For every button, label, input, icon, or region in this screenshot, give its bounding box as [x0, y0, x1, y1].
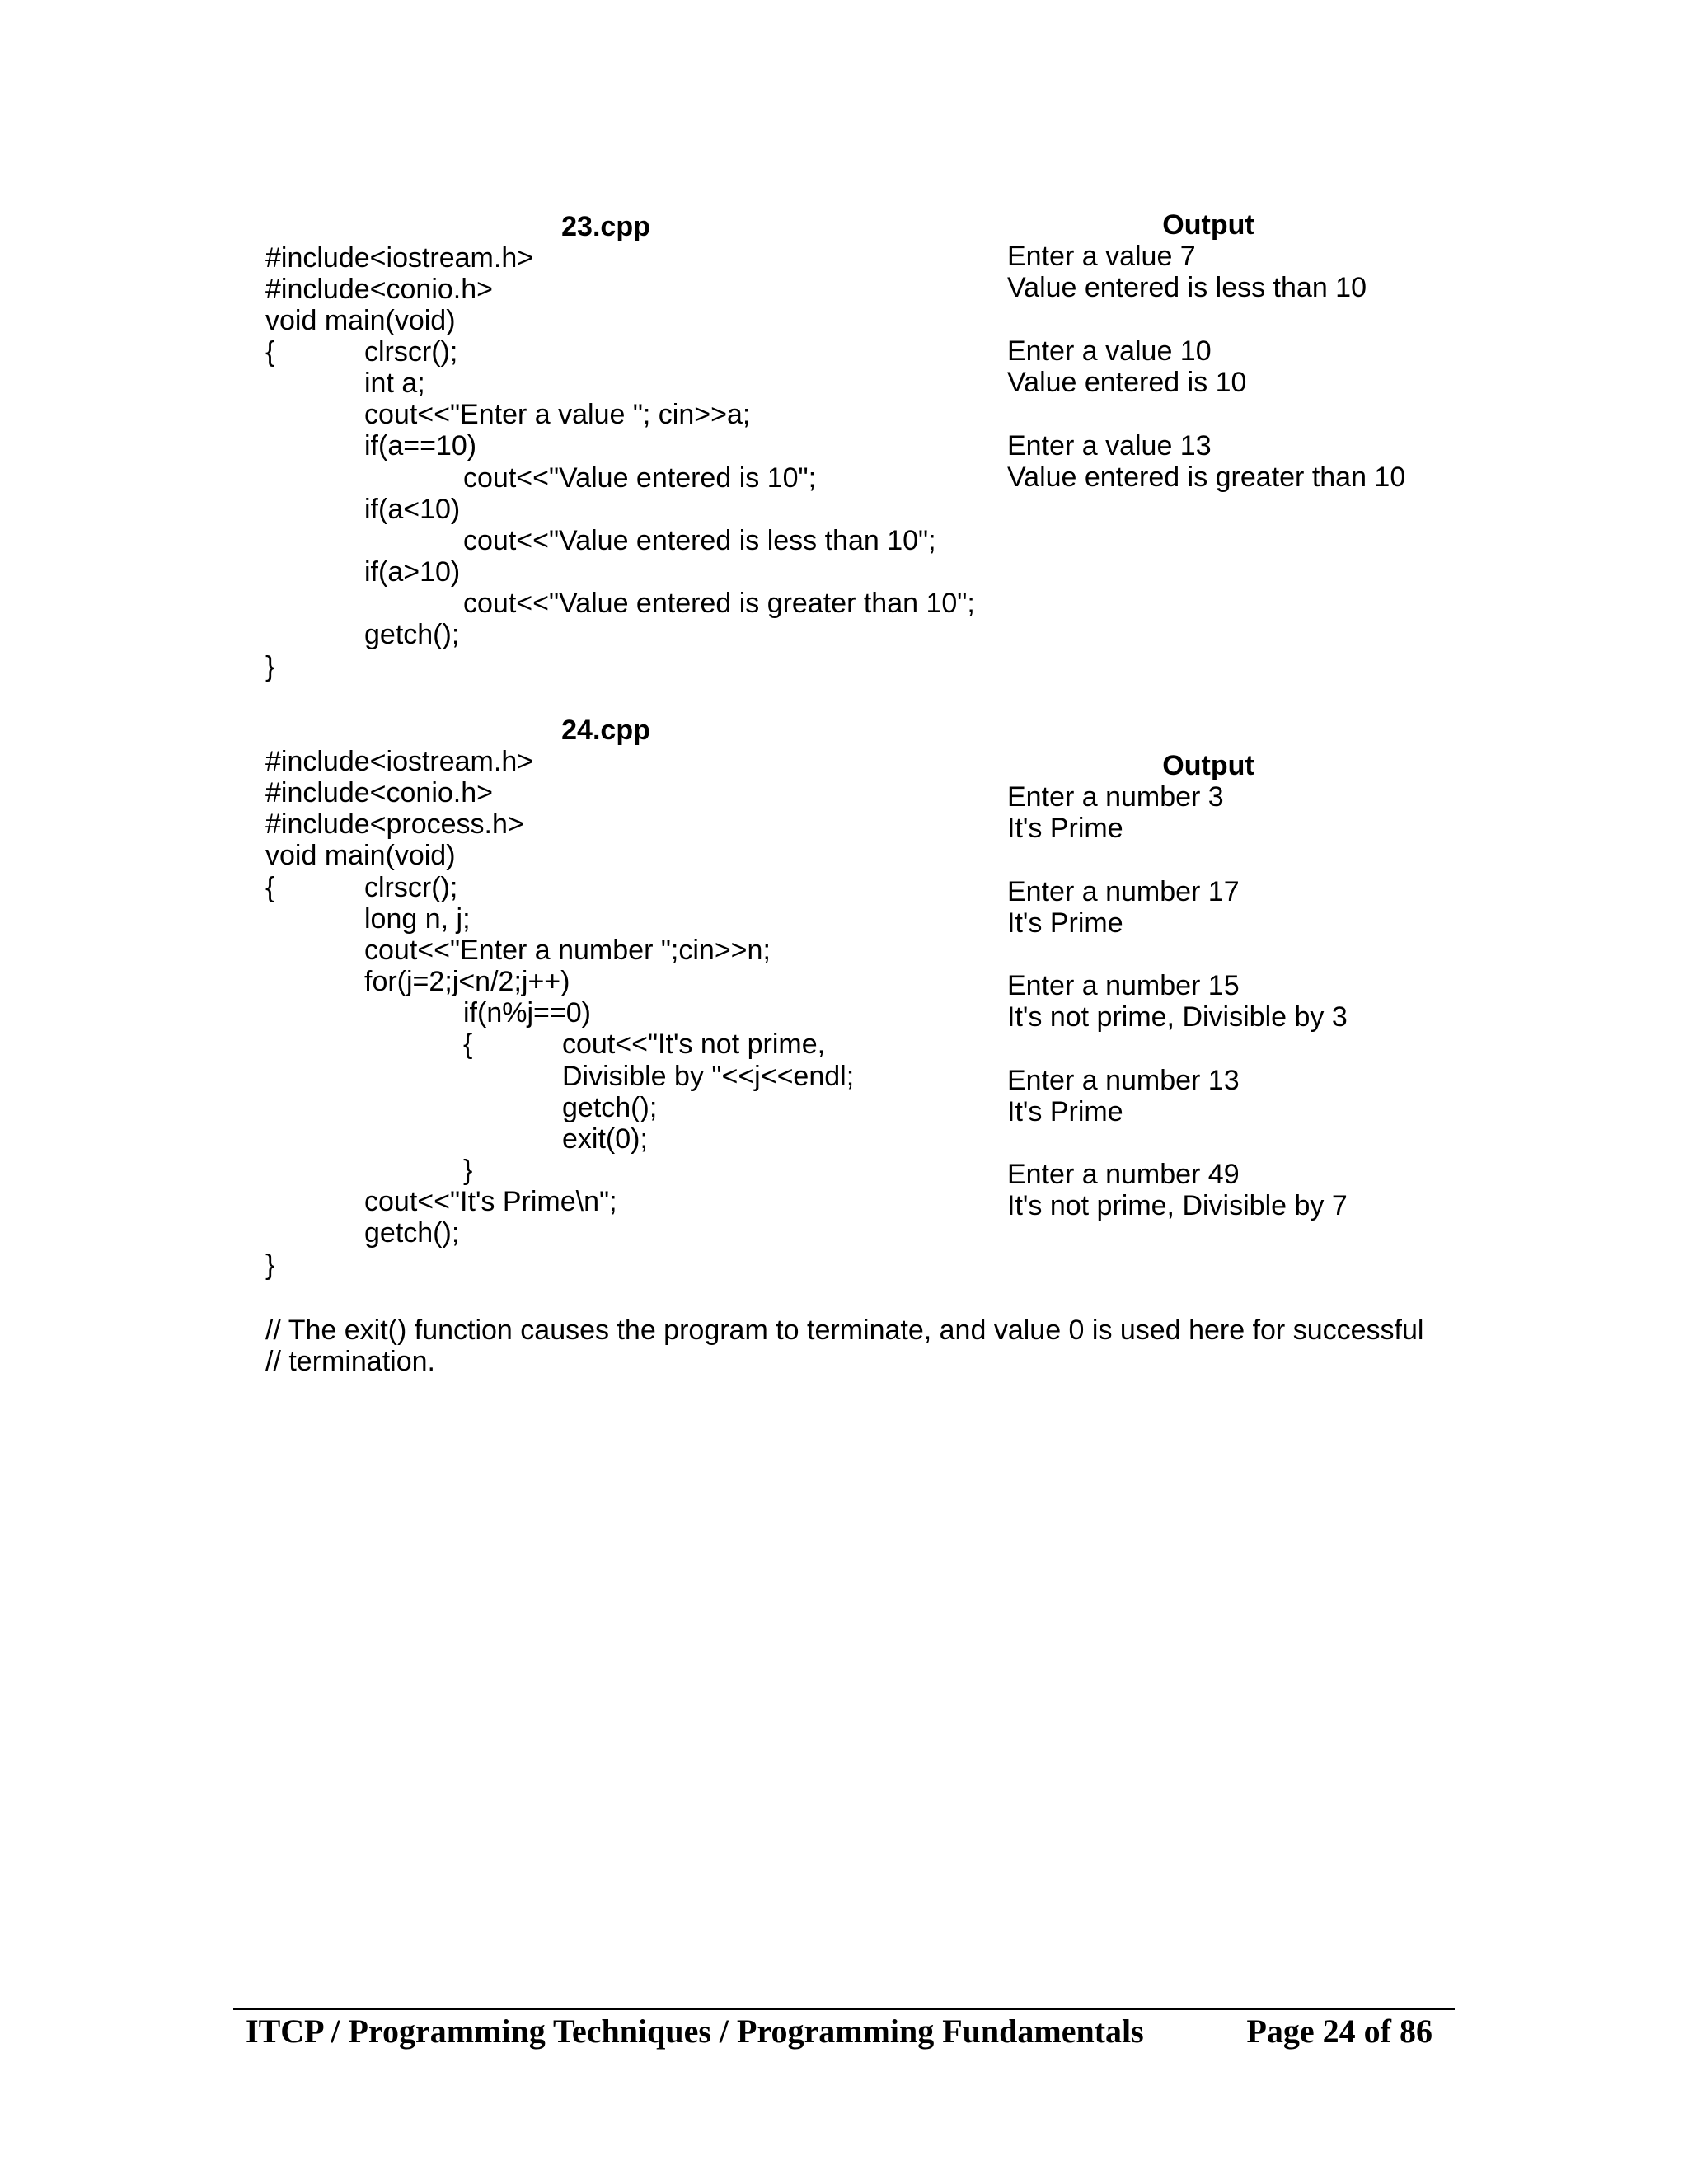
code-line: clrscr(); [364, 872, 458, 903]
program-24-title: 24.cpp [561, 715, 650, 746]
code-line: getch(); [364, 619, 460, 650]
code-line: exit(0); [562, 1123, 648, 1155]
output-line: It's Prime [1007, 1096, 1123, 1127]
code-line: long n, j; [364, 903, 471, 935]
code-line: #include<process.h> [265, 808, 524, 840]
code-line: #include<conio.h> [265, 777, 494, 808]
output-line: Enter a number 17 [1007, 876, 1240, 907]
code-line: } [265, 1249, 275, 1281]
code-line: void main(void) [265, 305, 456, 336]
output-line: Value entered is 10 [1007, 367, 1247, 398]
code-line: if(n%j==0) [463, 997, 591, 1029]
code-line: { [265, 872, 275, 903]
code-line: cout<<"It's Prime\n"; [364, 1186, 617, 1217]
code-line: clrscr(); [364, 336, 458, 368]
footer-course-title: ITCP / Programming Techniques / Programming Fundamentals [246, 2013, 1144, 2050]
output-line: It's not prime, Divisible by 7 [1007, 1190, 1348, 1221]
code-line: getch(); [364, 1217, 460, 1249]
output-1-title: Output [1162, 209, 1254, 241]
code-line: { [463, 1029, 473, 1060]
code-line: #include<iostream.h> [265, 242, 534, 274]
output-line: Enter a value 7 [1007, 241, 1196, 272]
code-line: getch(); [562, 1092, 658, 1123]
code-line: Divisible by "<<j<<endl; [562, 1061, 855, 1092]
code-line: if(a<10) [364, 494, 461, 525]
output-line: Value entered is less than 10 [1007, 272, 1367, 303]
code-line: cout<<"It's not prime, [562, 1029, 826, 1060]
code-line: cout<<"Enter a number ";cin>>n; [364, 935, 771, 966]
output-line: Enter a value 13 [1007, 430, 1212, 462]
code-line: cout<<"Enter a value "; cin>>a; [364, 399, 751, 430]
code-line: cout<<"Value entered is less than 10"; [463, 525, 936, 556]
comment-line: // termination. [265, 1346, 435, 1377]
output-line: Value entered is greater than 10 [1007, 462, 1406, 493]
output-line: It's not prime, Divisible by 3 [1007, 1001, 1348, 1033]
code-line: int a; [364, 368, 425, 399]
code-line: } [463, 1155, 473, 1186]
code-line: } [265, 651, 275, 682]
footer-rule [233, 2008, 1455, 2010]
code-line: cout<<"Value entered is 10"; [463, 462, 817, 494]
output-line: It's Prime [1007, 813, 1123, 844]
code-line: if(a>10) [364, 556, 461, 588]
program-23-title: 23.cpp [561, 211, 650, 242]
code-line: { [265, 336, 275, 368]
code-line: #include<iostream.h> [265, 746, 534, 777]
comment-line: // The exit() function causes the program to terminate, and value 0 is used here for successful [265, 1315, 1424, 1346]
output-line: Enter a number 15 [1007, 970, 1240, 1001]
output-line: Enter a value 10 [1007, 335, 1212, 367]
output-2-title: Output [1162, 750, 1254, 781]
code-line: if(a==10) [364, 430, 477, 462]
output-line: Enter a number 13 [1007, 1065, 1240, 1096]
output-line: Enter a number 49 [1007, 1159, 1240, 1190]
code-line: cout<<"Value entered is greater than 10"; [463, 588, 975, 619]
footer-page-number: Page 24 of 86 [1246, 2013, 1432, 2050]
code-line: void main(void) [265, 840, 456, 871]
output-line: It's Prime [1007, 907, 1123, 939]
code-line: #include<conio.h> [265, 274, 494, 305]
output-line: Enter a number 3 [1007, 781, 1224, 813]
code-line: for(j=2;j<n/2;j++) [364, 966, 570, 997]
